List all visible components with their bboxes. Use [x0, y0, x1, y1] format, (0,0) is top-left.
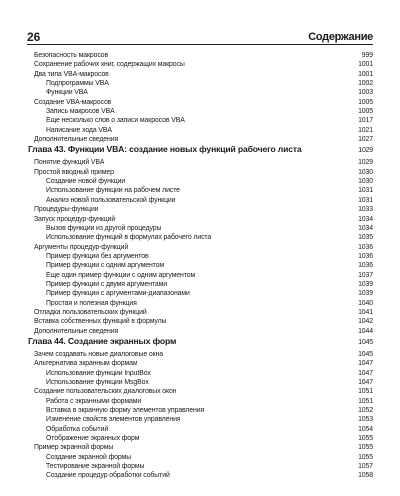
toc-entry — [28, 177, 373, 186]
toc-entry-page: 1058 — [358, 472, 373, 480]
toc-entry — [28, 88, 373, 97]
running-header-title: Содержание — [308, 31, 373, 43]
toc-entry-page: 1039 — [358, 280, 373, 288]
toc-entry-page: 1001 — [358, 61, 373, 69]
toc-entry-page: 1051 — [358, 397, 373, 405]
toc-entry — [28, 107, 373, 116]
chapter-heading — [28, 336, 373, 347]
toc-entry-title: Использование функции на рабочем листе — [46, 187, 180, 195]
toc-entry-title: Использование функций в формулах рабочего листа — [46, 234, 212, 242]
toc-entry — [28, 289, 373, 298]
toc-entry — [28, 443, 373, 452]
toc-entry-title: Простая и полезная функция — [46, 299, 137, 307]
toc-entry — [28, 397, 373, 406]
toc-entry-page: 1003 — [358, 89, 373, 97]
toc-entry-page: 1041 — [358, 308, 373, 316]
toc-entry-title: Аргументы процедур-функций — [34, 243, 129, 251]
toc-entry-page: 1031 — [358, 187, 373, 195]
chapter-heading — [28, 144, 373, 155]
toc-entry-title: Пример функции с аргументами-диапазонами — [46, 290, 190, 298]
toc-entry-page: 1039 — [358, 290, 373, 298]
toc-entry-page: 1021 — [358, 126, 373, 134]
toc-entry-page: 1045 — [358, 350, 373, 358]
toc-entry — [28, 406, 373, 415]
toc-entry-page: 1029 — [358, 159, 373, 167]
toc-entry-title: Тестирование экранной формы — [46, 463, 145, 471]
toc-entry-page: 1002 — [358, 80, 373, 88]
toc-entry-page: 1001 — [358, 70, 373, 78]
toc-entry — [28, 205, 373, 214]
toc-entry-page: 1040 — [358, 299, 373, 307]
toc-entry-title: Сохранение рабочих книг, содержащих макросы — [34, 61, 185, 69]
toc-entry-title: Создание новой функции — [46, 178, 126, 186]
toc-entry-page: 1055 — [358, 435, 373, 443]
toc-entry-title: Понятие функций VBA — [34, 159, 105, 167]
toc-entry-page: 1042 — [358, 318, 373, 326]
toc-entry-title: Использование функции MsgBox — [46, 379, 149, 386]
toc-entry-page: 1036 — [358, 252, 373, 260]
toc-entry — [28, 116, 373, 125]
toc-entry-title: Вставка собственных функций в формулы — [34, 318, 167, 326]
page-number: 26 — [27, 30, 41, 44]
toc-entry-page: 1051 — [358, 388, 373, 396]
toc-entry-title: Анализ новой пользовательской функции — [46, 196, 176, 204]
toc-entry — [28, 434, 373, 443]
toc-entry-page: 1053 — [358, 416, 373, 424]
toc-entry-title: Создание пользовательских диалоговых окон — [34, 388, 177, 396]
toc-entry-page: 1057 — [358, 463, 373, 471]
toc-entry-page: 1030 — [358, 168, 373, 176]
toc-entry-page: 1031 — [358, 196, 373, 204]
toc-entry — [28, 327, 373, 336]
toc-entry-title: Использование функции InputBox — [46, 369, 151, 377]
toc-entry-title: Отображение экранных форм — [46, 435, 140, 443]
toc-entry — [28, 70, 373, 79]
header-rule — [27, 44, 373, 45]
toc-entry-page: 1017 — [358, 117, 373, 125]
toc-entry — [28, 387, 373, 396]
toc-entry — [28, 51, 373, 60]
toc-entry-page: 1030 — [358, 178, 373, 186]
toc-entry-title: Запись макросов VBA — [46, 108, 115, 116]
toc-entry-page: 1034 — [358, 224, 373, 232]
chapter-page-number: 1045 — [358, 338, 373, 346]
toc-entry-title: Создание процедур обработки событий — [46, 472, 170, 480]
toc-entry-page: 1005 — [358, 98, 373, 106]
toc-entry — [28, 233, 373, 242]
toc-entry — [28, 224, 373, 233]
toc-entry — [28, 299, 373, 308]
toc-entry-title: Пример функции с двумя аргументами — [46, 280, 168, 288]
toc-entry — [28, 215, 373, 224]
toc-section — [28, 47, 373, 144]
chapter-title: Глава 43. Функции VBA: создание новых функций рабочего листа — [28, 144, 302, 155]
toc-entry — [28, 60, 373, 69]
toc-entry — [28, 378, 373, 387]
toc-entry-title: Отладка пользовательских функций — [34, 308, 147, 316]
toc-entry-page: 1034 — [358, 215, 373, 223]
toc-entry — [28, 168, 373, 177]
toc-entry-title: Альтернатива экранным формам — [34, 360, 138, 368]
toc-entry-page: 1036 — [358, 262, 373, 270]
toc-entry — [28, 415, 373, 424]
toc-entry-title: Пример экранной формы — [34, 444, 114, 452]
toc-entry-title: Функции VBA — [46, 89, 88, 97]
toc-entry-page: 1036 — [358, 243, 373, 251]
toc-entry — [28, 79, 373, 88]
toc-entry-title: Обработка событий — [46, 425, 109, 433]
toc-entry-page: 1047 — [358, 360, 373, 368]
toc-entry — [28, 186, 373, 195]
toc-entry-title: Вызов функции из другой процедуры — [46, 224, 162, 232]
toc-entry-title: Дополнительные сведения — [34, 327, 119, 335]
toc-entry — [28, 271, 373, 280]
toc-entry-title: Два типа VBA-макросов — [34, 70, 109, 78]
toc-entry — [28, 135, 373, 144]
toc-entry-title: Подпрограммы VBA — [46, 80, 109, 88]
toc-entry — [28, 350, 373, 359]
toc-entry-title: Простой вводный пример — [34, 168, 114, 176]
page-header — [27, 28, 373, 44]
toc-entry-page: 999 — [361, 52, 373, 59]
toc-entry-page: 1047 — [358, 379, 373, 386]
toc-entry-title: Дополнительные сведения — [34, 136, 119, 144]
toc-entry — [28, 453, 373, 462]
table-of-contents — [28, 47, 373, 481]
toc-entry-title: Безопасность макросов — [34, 52, 109, 59]
toc-entry — [28, 317, 373, 326]
toc-entry-title: Еще несколько слов о записи макросов VBA — [46, 117, 185, 125]
toc-entry — [28, 243, 373, 252]
toc-entry-page: 1033 — [358, 206, 373, 214]
toc-entry-page: 1044 — [358, 327, 373, 335]
toc-entry-page: 1047 — [358, 369, 373, 377]
toc-entry — [28, 98, 373, 107]
chapter-title: Глава 44. Создание экранных форм — [28, 335, 177, 346]
toc-entry-title: Пример функции с одним аргументом — [46, 262, 165, 270]
toc-entry — [28, 126, 373, 135]
toc-entry-title: Еще один пример функции с одним аргументом — [46, 271, 196, 279]
toc-entry — [28, 196, 373, 205]
toc-entry — [28, 462, 373, 471]
toc-entry — [28, 252, 373, 261]
toc-entry — [28, 369, 373, 378]
toc-entry-page: 1005 — [358, 108, 373, 116]
toc-entry-title: Запуск процедур-функций — [34, 215, 116, 223]
toc-entry-page: 1052 — [358, 407, 373, 415]
toc-entry-title: Вставка в экранную форму элементов управления — [46, 407, 205, 415]
toc-entry-page: 1037 — [358, 271, 373, 279]
toc-entry-page: 1055 — [358, 444, 373, 452]
toc-entry-page: 1054 — [358, 425, 373, 433]
toc-entry-title: Написание хода VBA — [46, 126, 112, 134]
toc-section — [28, 144, 373, 336]
toc-entry — [28, 280, 373, 289]
toc-entry-page: 1055 — [358, 453, 373, 461]
toc-entry-title: Создание VBA-макросов — [34, 98, 112, 106]
toc-entry — [28, 261, 373, 270]
toc-entry-title: Изменение свойств элементов управления — [46, 416, 181, 424]
toc-entry-title: Пример функции без аргументов — [46, 252, 149, 260]
toc-entry-page: 1035 — [358, 234, 373, 242]
toc-entry — [28, 308, 373, 317]
toc-entry-title: Создание экранной формы — [46, 453, 132, 461]
toc-entry — [28, 359, 373, 368]
toc-entry-title: Зачем создавать новые диалоговые окна — [34, 350, 163, 358]
chapter-page-number: 1029 — [358, 147, 373, 155]
toc-entry — [28, 425, 373, 434]
toc-section — [28, 336, 373, 481]
toc-entry — [28, 471, 373, 480]
toc-entry — [28, 158, 373, 167]
toc-entry-page: 1027 — [358, 136, 373, 144]
toc-entry-title: Процедуры-функции — [34, 206, 99, 214]
toc-entry-title: Работа с экранными формами — [46, 397, 142, 405]
